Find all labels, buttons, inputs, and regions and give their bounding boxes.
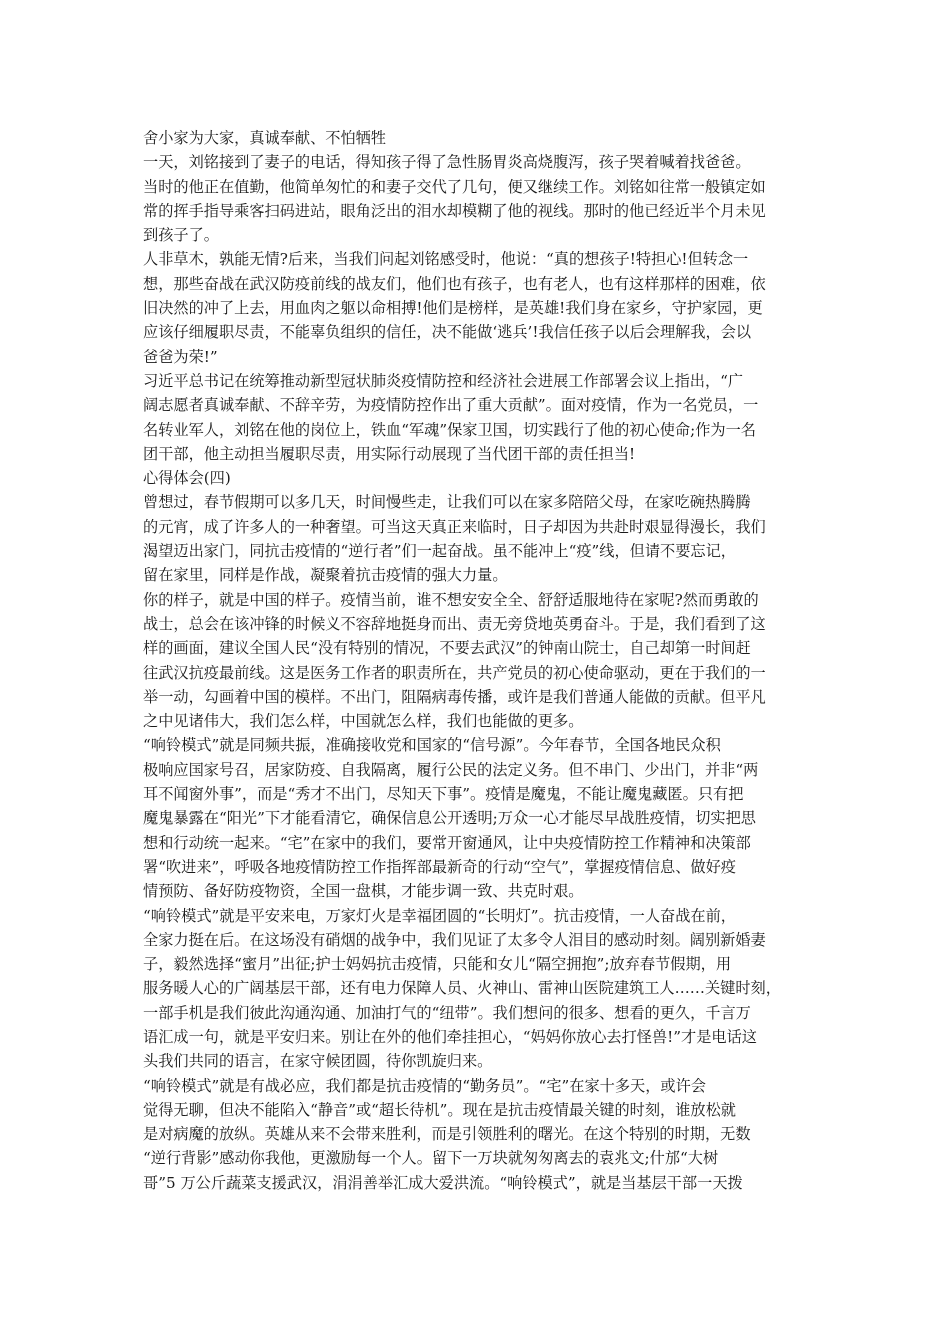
text-line: 情预防、备好防疫物资，全国一盘棋，才能步调一致、共克时艰。 — [143, 882, 584, 901]
text-line: 战士，总会在该冲锋的时候义不容辞地挺身而出、责无旁贷地英勇奋斗。于是，我们看到了这 — [143, 614, 766, 633]
paragraph — [143, 247, 809, 368]
text-line: 阔志愿者真诚奉献、不辞辛劳，为疫情防控作出了重大贡献”。面对疫情，作为一名党员，一 — [143, 396, 759, 415]
text-line: “响铃模式”就是平安来电，万家灯火是幸福团圆的“长明灯”。抗击疫情，一人奋战在前， — [143, 906, 736, 925]
paragraph — [143, 904, 809, 1074]
text-line: 全家力挺在后。在这场没有硝烟的战争中，我们见证了太多令人泪目的感动时刻。阔别新婚妻 — [143, 930, 766, 949]
text-line: 到孩子了。 — [143, 226, 219, 245]
paragraph — [143, 490, 809, 587]
text-line: 是对病魔的放纵。英雄从来不会带来胜利，而是引领胜利的曙光。在这个特别的时期，无数 — [143, 1125, 751, 1144]
text-line: 的元宵，成了许多人的一种奢望。可当这天真正来临时，日子却因为共赴时艰显得漫长，我们 — [143, 517, 766, 536]
text-line: 舍小家为大家，真诚奉献、不怕牺牲 — [143, 129, 386, 147]
text-line: 想和行动统一起来。“宅”在家中的我们，要常开窗通风，让中央疫情防控工作精神和决策部 — [143, 833, 751, 852]
text-line: 子，毅然选择“蜜月”出征;护士妈妈抗击疫情，只能和女儿“隔空拥抱”;放弃春节假期，用 — [143, 955, 732, 974]
text-line: 名转业军人，刘铭在他的岗位上，铁血“军魂”保家卫国，切实践行了他的初心使命;作为一名 — [143, 420, 756, 439]
text-line: 一部手机是我们彼此沟通沟通、加油打气的“纽带”。我们想问的很多、想看的更久，千言万 — [143, 1003, 751, 1022]
text-line: 哥”5 万公斤蔬菜支援武汉，涓涓善举汇成大爱洪流。“响铃模式”，就是当基层干部一天拨 — [143, 1173, 743, 1192]
text-line: 头我们共同的语言，在家守候团圆，待你凯旋归来。 — [143, 1052, 493, 1071]
document-page — [143, 126, 809, 1195]
text-line: 曾想过，春节假期可以多几天，时间慢些走，让我们可以在家多陪陪父母，在家吃碗热腾腾 — [143, 493, 751, 512]
text-line: “响铃模式”就是有战必应，我们都是抗击疫情的“勤务员”。“宅”在家十多天，或许会 — [143, 1076, 706, 1095]
paragraph — [143, 1074, 809, 1195]
text-line: 觉得无聊，但决不能陷入“静音”或“超长待机”。现在是抗击疫情最关键的时刻，谁放松就 — [143, 1100, 736, 1119]
text-line: 爸爸为荣!” — [143, 347, 218, 366]
text-line: 之中见诸伟大，我们怎么样，中国就怎么样，我们也能做的更多。 — [143, 712, 584, 731]
text-line: 留在家里，同样是作战，凝聚着抗击疫情的强大力量。 — [143, 566, 508, 585]
text-line: 魔鬼暴露在“阳光”下才能看清它，确保信息公开透明;万众一心才能尽早战胜疫情，切实把思 — [143, 809, 756, 828]
text-line: 习近平总书记在统筹推动新型冠状肺炎疫情防控和经济社会进展工作部署会议上指出，“广 — [143, 371, 744, 390]
text-line: 团干部，他主动担当履职尽责，用实际行动展现了当代团干部的责任担当! — [143, 444, 636, 463]
text-line: 耳不闻窗外事”，而是“秀才不出门，尽知天下事”。疫情是魔鬼，不能让魔鬼藏匿。只有把 — [143, 785, 744, 804]
text-line: 往武汉抗疫最前线。这是医务工作者的职责所在，共产党员的初心使命驱动，更在于我们的一 — [143, 663, 766, 682]
text-line: 当时的他正在值勤，他简单匆忙的和妻子交代了几句，便又继续工作。刘铭如往常一般镇定如 — [143, 177, 766, 196]
text-line: 极响应国家号召，居家防疫、自我隔离，履行公民的法定义务。但不串门、少出门，并非“两 — [143, 760, 759, 779]
text-line: 想，那些奋战在武汉防疫前线的战友们，他们也有孩子，也有老人，也有这样那样的困难，依 — [143, 274, 766, 293]
paragraph — [143, 369, 809, 466]
section-heading — [143, 126, 809, 150]
text-line: “逆行背影”感动你我他，更激励每一个人。留下一万块就匆匆离去的袁兆文;什邡“大树 — [143, 1149, 719, 1168]
text-line: 服务暖人心的广阔基层干部，还有电力保障人员、火神山、雷神山医院建筑工人……关键时刻， — [143, 979, 781, 998]
text-line: 你的样子，就是中国的样子。疫情当前，谁不想安安全全、舒舒适服地待在家呢?然而勇敢的 — [143, 590, 759, 609]
paragraph — [143, 150, 809, 247]
text-line: 旧决然的冲了上去，用血肉之躯以命相搏!他们是榜样，是英雄!我们身在家乡，守护家园，更 — [143, 299, 763, 318]
text-line: 署“吹进来”，呼吸各地疫情防控工作指挥部最新奇的行动“空气”，掌握疫情信息、做好疫 — [143, 857, 736, 876]
text-line: 常的挥手指导乘客扫码进站，眼角泛出的泪水却模糊了他的视线。那时的他已经近半个月未见 — [143, 201, 766, 220]
text-line: 渴望迈出家门，同抗击疫情的“逆行者”们一起奋战。虽不能冲上“疫”线，但请不要忘记， — [143, 542, 736, 561]
text-line: 语汇成一句，就是平安归来。别让在外的他们牵挂担心，“妈妈你放心去打怪兽!”才是电话这 — [143, 1027, 757, 1046]
text-line: 一天，刘铭接到了妻子的电话，得知孩子得了急性肠胃炎高烧腹泻，孩子哭着喊着找爸爸。 — [143, 153, 751, 172]
paragraph — [143, 733, 809, 903]
text-line: 举一动，勾画着中国的模样。不出门，阻隔病毒传播，或许是我们普通人能做的贡献。但平凡 — [143, 687, 766, 706]
text-line: 心得体会(四) — [143, 469, 231, 488]
text-line: 应该仔细履职尽责，不能辜负组织的信任，决不能做‘逃兵’!我信任孩子以后会理解我，会以 — [143, 323, 752, 342]
text-line: “响铃模式”就是同频共振，准确接收党和国家的“信号源”。今年春节，全国各地民众积 — [143, 736, 721, 755]
text-line: 人非草木，孰能无情?后来，当我们问起刘铭感受时，他说：“真的想孩子!特担心!但转念一 — [143, 250, 749, 269]
section-heading — [143, 466, 809, 490]
text-line: 样的画面，建议全国人民“没有特别的情况，不要去武汉”的钟南山院士，自己却第一时间赶 — [143, 639, 751, 658]
paragraph — [143, 588, 809, 734]
